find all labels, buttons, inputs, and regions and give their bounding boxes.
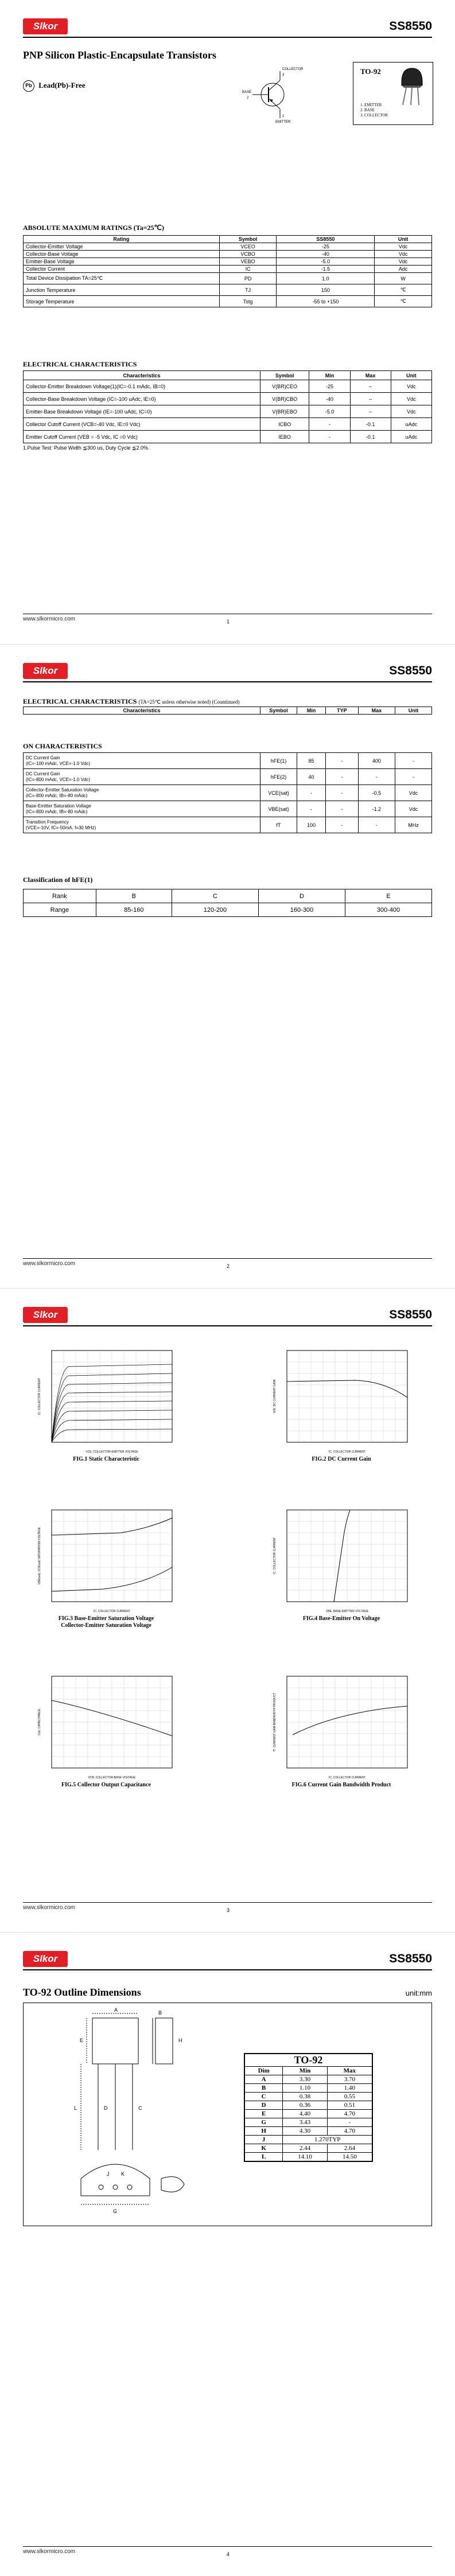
- x-axis-label: IC, COLLECTOR CURRENT: [93, 1610, 131, 1613]
- col-header: Symbol: [260, 707, 297, 715]
- figure-5: [34, 1672, 178, 1788]
- cell: ℃: [375, 284, 432, 296]
- figure-grid: [287, 1510, 407, 1602]
- lead-free-label: Lead(Pb)-Free: [38, 80, 85, 89]
- dim-label-c: C: [138, 2105, 142, 2111]
- cell: 1.40: [327, 2084, 372, 2093]
- cell: 4.70: [327, 2110, 372, 2118]
- y-axis-label: hFE, DC CURRENT GAIN: [273, 1379, 277, 1414]
- cell: 300-400: [345, 903, 431, 917]
- cell: 100: [297, 817, 326, 833]
- page-number: 3: [227, 1907, 230, 1913]
- brand-logo: Slkor: [23, 18, 68, 34]
- col-header: Rating: [24, 236, 220, 243]
- classification-table: [23, 889, 432, 917]
- cell: 160-300: [258, 903, 345, 917]
- footer-link[interactable]: www.slkormicro.com: [23, 616, 76, 622]
- page-1: [0, 0, 455, 644]
- cell: [24, 785, 260, 801]
- param-name: Base-Emitter Saturation Voltage: [26, 803, 91, 809]
- footer-link[interactable]: www.slkormicro.com: [23, 1904, 76, 1911]
- figure-4: [270, 1505, 413, 1622]
- cell: [24, 753, 260, 769]
- pb-free-icon: Pb: [23, 80, 34, 92]
- cell: Rank: [24, 889, 96, 903]
- cell: -40: [277, 251, 375, 258]
- table-row: [244, 2075, 372, 2084]
- col-header: Dim: [244, 2067, 283, 2075]
- cell: PD: [219, 273, 277, 284]
- col-header: Max: [350, 371, 391, 380]
- figure-grid: [287, 1351, 407, 1442]
- table-row: [24, 251, 432, 258]
- cell: Collector Current: [24, 266, 220, 273]
- page-footer: [23, 2546, 432, 2558]
- ec-continued-title: [23, 697, 239, 706]
- figure-caption: FIG.2 DC Current Gain: [312, 1456, 371, 1462]
- cell: 14.50: [327, 2153, 372, 2161]
- col-header: Characteristics: [24, 707, 260, 715]
- param-cond: (IC=-100 mAdc, VCE=-1.0 Vdc): [26, 760, 91, 766]
- cell: -: [325, 753, 358, 769]
- page-number: 4: [227, 2551, 230, 2557]
- cell: -55 to +150: [277, 296, 375, 307]
- part-number: SS8550: [389, 1952, 432, 1965]
- cell: Collector-Base Voltage: [24, 251, 220, 258]
- cell: 150: [277, 284, 375, 296]
- cell: 85: [297, 753, 326, 769]
- dim-label-l: L: [74, 2105, 77, 2111]
- y-axis-label: VBE(sat), VCE(sat) SATURATION VOLTAGE: [38, 1527, 41, 1585]
- cell: uAdc: [391, 418, 431, 431]
- cell: MHz: [395, 817, 431, 833]
- figure-5-plot: [34, 1672, 178, 1781]
- on-characteristics-title: ON CHARACTERISTICS: [23, 742, 102, 750]
- cell: Collector Cutoff Current (VCB=-40 Vdc, IE=0 Vdc): [24, 418, 260, 431]
- pnp-transistor-symbol-icon: [230, 63, 316, 126]
- cell: D: [258, 889, 345, 903]
- figure-grid: [52, 1351, 172, 1442]
- cell: B: [244, 2084, 283, 2093]
- cell: 3.30: [283, 2075, 327, 2084]
- table-row: [24, 801, 432, 817]
- page-header: [23, 17, 432, 38]
- table-header-row: [24, 371, 432, 380]
- table-row: [24, 418, 432, 431]
- cell: 0.55: [327, 2093, 372, 2101]
- ec-continued-title-sub: (TA=25℃ unless otherwise noted) (Countinued): [138, 699, 240, 705]
- table-row: [24, 769, 432, 785]
- page-footer: [23, 1902, 432, 1914]
- page-number: 2: [227, 1263, 230, 1269]
- cell: V(BR)EBO: [260, 405, 309, 418]
- cell: -: [327, 2118, 372, 2127]
- cell: V(BR)CBO: [260, 393, 309, 405]
- ec-table: [23, 370, 432, 443]
- table-row: [24, 296, 432, 307]
- cell: Vdc: [395, 785, 431, 801]
- cell: Vdc: [391, 405, 431, 418]
- footer-link[interactable]: www.slkormicro.com: [23, 2548, 76, 2555]
- figure-3: [34, 1505, 178, 1629]
- cell: TJ: [219, 284, 277, 296]
- cell: [24, 801, 260, 817]
- classification-title: Classification of hFE(1): [23, 876, 93, 884]
- table-header-row: [24, 707, 432, 715]
- on-characteristics-table: [23, 752, 432, 833]
- cell: A: [244, 2075, 283, 2084]
- part-number: SS8550: [389, 19, 432, 33]
- col-header: Symbol: [260, 371, 309, 380]
- cell: E: [244, 2110, 283, 2118]
- y-axis-label: fT, CURRENT GAIN-BANDWIDTH PRODUCT: [273, 1692, 277, 1752]
- dimension-table: [244, 2053, 373, 2162]
- page-header: [23, 1306, 432, 1326]
- figure-caption-line-2: Collector-Emitter Saturation Voltage: [61, 1622, 151, 1629]
- table-row: [24, 889, 432, 903]
- cell: -: [325, 769, 358, 785]
- param-name: DC Current Gain: [26, 771, 60, 776]
- package-box: [353, 62, 433, 125]
- cell: IEBO: [260, 431, 309, 443]
- cell: Vdc: [391, 380, 431, 393]
- table-row: [24, 380, 432, 393]
- table-row: [244, 2093, 372, 2101]
- ec-continued-title-main: ELECTRICAL CHARACTERISTICS: [23, 697, 137, 705]
- col-header: Unit: [391, 371, 431, 380]
- cell: 4.30: [283, 2127, 327, 2136]
- figure-4-plot: [270, 1505, 413, 1614]
- table-header-row: [24, 236, 432, 243]
- col-header: Unit: [395, 707, 431, 715]
- pin-3: 3. COLLECTOR: [360, 113, 388, 118]
- figure-1: [34, 1346, 178, 1462]
- param-name: Collector-Emitter Saturation Voltage: [26, 787, 99, 793]
- param-cond: (IC=-800 mAdc, IB=-80 mAdc): [26, 793, 88, 798]
- figure-1-plot: [34, 1346, 178, 1455]
- cell: -: [325, 817, 358, 833]
- cell: Emitter-Base Breakdown Voltage (IE=-100 uAdc, IC=0): [24, 405, 260, 418]
- cell: -5.0: [277, 258, 375, 266]
- cell: H: [244, 2127, 283, 2136]
- page-footer: [23, 1258, 432, 1270]
- col-header: Unit: [375, 236, 432, 243]
- cell: 4.70: [327, 2127, 372, 2136]
- dim-label-b: B: [158, 2010, 162, 2016]
- page-footer: [23, 614, 432, 625]
- dim-label-d: D: [104, 2105, 108, 2111]
- symbol-emitter-pin: 1: [282, 115, 285, 118]
- cell: -: [309, 418, 350, 431]
- table-row: [244, 2084, 372, 2093]
- cell: J: [244, 2136, 283, 2144]
- figure-2: [270, 1346, 413, 1462]
- cell: Adc: [375, 266, 432, 273]
- col-header: Max: [327, 2067, 372, 2075]
- figure-3-plot: [34, 1505, 178, 1614]
- col-header: Characteristics: [24, 371, 260, 380]
- table-row: [24, 785, 432, 801]
- cell: B: [96, 889, 172, 903]
- table-header-row: [244, 2054, 372, 2067]
- dim-label-a: A: [114, 2007, 118, 2013]
- part-number: SS8550: [389, 1308, 432, 1321]
- symbol-emitter-label: EMITTER: [275, 120, 291, 124]
- param-cond: (IC=-800 mAdc, VCE=-1.0 Vdc): [26, 776, 91, 782]
- cell: -: [297, 801, 326, 817]
- table-row: [24, 258, 432, 266]
- cell: uAdc: [391, 431, 431, 443]
- table-row: [24, 284, 432, 296]
- cell: E: [345, 889, 431, 903]
- cell: Tstg: [219, 296, 277, 307]
- cell: VEBO: [219, 258, 277, 266]
- col-header: TYP: [325, 707, 358, 715]
- page-3: [0, 1288, 455, 1932]
- cell: -25: [277, 243, 375, 251]
- table-row: [244, 2153, 372, 2161]
- cell: 1.0: [277, 273, 375, 284]
- table-row: [244, 2144, 372, 2153]
- table-row: [24, 243, 432, 251]
- pin-1: 1. EMITTER: [360, 103, 382, 107]
- cell: 2.64: [327, 2144, 372, 2153]
- table-row: [244, 2110, 372, 2118]
- cell: VCBO: [219, 251, 277, 258]
- cell: Emitter Cutoff Current (VEB = -5 Vdc, IC =0 Vdc): [24, 431, 260, 443]
- to92-package-icon: [395, 65, 429, 106]
- cell: hFE(1): [260, 753, 297, 769]
- table-row: [24, 266, 432, 273]
- cell: Emitter-Base Voltage: [24, 258, 220, 266]
- dim-label-j: J: [107, 2171, 110, 2177]
- cell: -1.2: [358, 801, 395, 817]
- x-axis-label: VBE, BASE-EMITTER VOLTAGE: [326, 1610, 368, 1613]
- figure-2-plot: [270, 1346, 413, 1455]
- figure-grid: [52, 1676, 172, 1768]
- x-axis-label: VCE, COLLECTOR-EMITTER VOLTAGE: [85, 1450, 138, 1454]
- symbol-collector-pin: 3: [282, 73, 285, 77]
- col-header: Min: [283, 2067, 327, 2075]
- table-row: [244, 2136, 372, 2144]
- ec-section-title: ELECTRICAL CHARACTERISTICS: [23, 360, 137, 368]
- col-header: Min: [297, 707, 326, 715]
- document-title: PNP Silicon Plastic-Encapsulate Transistors: [23, 49, 216, 61]
- cell: Range: [24, 903, 96, 917]
- param-name: Transition Frequency: [26, 819, 69, 825]
- dim-label-h: H: [178, 2038, 182, 2043]
- table-row: [24, 817, 432, 833]
- cell: --: [350, 393, 391, 405]
- table-row: [244, 2118, 372, 2127]
- figure-6-plot: [270, 1672, 413, 1781]
- cell: -: [358, 817, 395, 833]
- y-axis-label: IC, COLLECTOR CURRENT: [38, 1377, 41, 1415]
- cell: Collector-Base Breakdown Voltage (IC=-100 uAdc, IE=0): [24, 393, 260, 405]
- cell: -40: [309, 393, 350, 405]
- cell: [24, 817, 260, 833]
- figure-caption: FIG.5 Collector Output Capacitance: [61, 1782, 151, 1788]
- ec-continued-header-table: [23, 707, 432, 715]
- cell: -25: [309, 380, 350, 393]
- x-axis-label: IC, COLLECTOR CURRENT: [328, 1450, 366, 1454]
- cell: 400: [358, 753, 395, 769]
- cell: 3.70: [327, 2075, 372, 2084]
- table-row: [24, 405, 432, 418]
- package-name: TO-92: [244, 2054, 372, 2067]
- cell: Collector-Emitter Voltage: [24, 243, 220, 251]
- col-header: SS8550: [277, 236, 375, 243]
- brand-logo: Slkor: [23, 1951, 68, 1967]
- cell: 3.43: [283, 2118, 327, 2127]
- cell: -0.5: [358, 785, 395, 801]
- cell: Junction Temperature: [24, 284, 220, 296]
- lead-free-badge: [23, 80, 85, 92]
- cell: 4.40: [283, 2110, 327, 2118]
- y-axis-label: IC, COLLECTOR CURRENT: [273, 1537, 277, 1575]
- cell: Storage Temperature: [24, 296, 220, 307]
- cell: -: [325, 801, 358, 817]
- dim-label-k: K: [121, 2171, 125, 2177]
- cell: -: [395, 753, 431, 769]
- cell: hFE(2): [260, 769, 297, 785]
- to92-outline-drawing-icon: [46, 2007, 219, 2224]
- cell: -0.1: [350, 418, 391, 431]
- cell: Vdc: [391, 393, 431, 405]
- cell: --: [350, 380, 391, 393]
- table-row: [24, 903, 432, 917]
- param-cond: (VCE=-10V, IC=-50mA, f=30 MHz): [26, 825, 96, 830]
- cell: D: [244, 2101, 283, 2110]
- cell: 120-200: [172, 903, 258, 917]
- table-row: [244, 2127, 372, 2136]
- cell: Vdc: [395, 801, 431, 817]
- cell: Collector-Emitter Breakdown Voltage(1)(IC=-0.1 mAdc, IB=0): [24, 380, 260, 393]
- cell: VCE(sat): [260, 785, 297, 801]
- x-axis-label: IC, COLLECTOR CURRENT: [328, 1776, 366, 1779]
- cell: -: [395, 769, 431, 785]
- page-number: 1: [227, 619, 230, 625]
- figure-caption: FIG.6 Current Gain Bandwidth Product: [291, 1782, 391, 1788]
- col-header: Max: [358, 707, 395, 715]
- table-row: [24, 753, 432, 769]
- figure-caption: FIG.3 Base-Emitter Saturation Voltage: [58, 1615, 154, 1622]
- cell: -0.1: [350, 431, 391, 443]
- outline-title: TO-92 Outline Dimensions: [23, 1986, 141, 1998]
- cell: -1.5: [277, 266, 375, 273]
- pin-2: 2. BASE: [360, 108, 375, 112]
- cell: 2.44: [283, 2144, 327, 2153]
- package-name: TO-92: [360, 67, 381, 76]
- cell: K: [244, 2144, 283, 2153]
- footer-link[interactable]: www.slkormicro.com: [23, 1260, 76, 1267]
- cell: 40: [297, 769, 326, 785]
- cell: W: [375, 273, 432, 284]
- param-name: DC Current Gain: [26, 755, 60, 760]
- cell: -: [297, 785, 326, 801]
- symbol-base-label: BASE: [242, 91, 252, 94]
- table-row: [244, 2101, 372, 2110]
- y-axis-label: Cob, CAPACITANCE: [38, 1708, 41, 1736]
- cell: [24, 769, 260, 785]
- cell: --: [350, 405, 391, 418]
- part-number: SS8550: [389, 664, 432, 677]
- cell: 1.10: [283, 2084, 327, 2093]
- cell: ICBO: [260, 418, 309, 431]
- cell: 0.38: [283, 2093, 327, 2101]
- dim-label-g: G: [113, 2208, 118, 2214]
- cell: 0.51: [327, 2101, 372, 2110]
- cell: 1.270TYP: [283, 2136, 372, 2144]
- cell: C: [244, 2093, 283, 2101]
- figure-grid: [287, 1676, 407, 1768]
- col-header: Symbol: [219, 236, 277, 243]
- cell: V(BR)CEO: [260, 380, 309, 393]
- dim-label-e: E: [80, 2038, 84, 2043]
- page-2: [0, 644, 455, 1288]
- brand-logo: Slkor: [23, 663, 68, 679]
- cell: VCEO: [219, 243, 277, 251]
- param-cond: (IC=-800 mAdc, IB=-80 mAdc): [26, 809, 88, 814]
- cell: Vdc: [375, 251, 432, 258]
- cell: ℃: [375, 296, 432, 307]
- figure-caption: FIG.1 Static Characteristic: [73, 1456, 139, 1462]
- cell: fT: [260, 817, 297, 833]
- cell: -: [309, 431, 350, 443]
- cell: G: [244, 2118, 283, 2127]
- cell: -: [358, 769, 395, 785]
- table-row: [24, 273, 432, 284]
- cell: -5.0: [309, 405, 350, 418]
- cell: 0.36: [283, 2101, 327, 2110]
- symbol-collector-label: COLLECTOR: [282, 68, 304, 71]
- table-header-row: [244, 2067, 372, 2075]
- amr-table: [23, 235, 432, 307]
- pulse-test-note: 1.Pulse Test: Pulse Width ≦300 us, Duty Cycle ≦2.0%.: [23, 445, 150, 451]
- x-axis-label: VCB, COLLECTOR-BASE VOLTAGE: [88, 1776, 136, 1779]
- cell: Vdc: [375, 258, 432, 266]
- cell: VBE(sat): [260, 801, 297, 817]
- cell: Total Device Dissipation TA=25℃: [24, 273, 220, 284]
- page-4: [0, 1932, 455, 2576]
- cell: Vdc: [375, 243, 432, 251]
- unit-label: unit:mm: [405, 1989, 432, 1997]
- figure-6: [270, 1672, 413, 1788]
- symbol-base-pin: 2: [247, 96, 249, 100]
- cell: C: [172, 889, 258, 903]
- package-pin-list: [360, 103, 388, 118]
- cell: 14.10: [283, 2153, 327, 2161]
- brand-logo: Slkor: [23, 1307, 68, 1323]
- col-header: Min: [309, 371, 350, 380]
- cell: IC: [219, 266, 277, 273]
- cell: 85-160: [96, 903, 172, 917]
- page-header: [23, 1950, 432, 1970]
- table-row: [24, 393, 432, 405]
- cell: L: [244, 2153, 283, 2161]
- cell: -: [325, 785, 358, 801]
- amr-section-title: ABSOLUTE MAXIMUM RATINGS (Ta=25℃): [23, 224, 164, 232]
- table-row: [24, 431, 432, 443]
- page-header: [23, 662, 432, 682]
- figure-caption: FIG.4 Base-Emitter On Voltage: [302, 1615, 380, 1622]
